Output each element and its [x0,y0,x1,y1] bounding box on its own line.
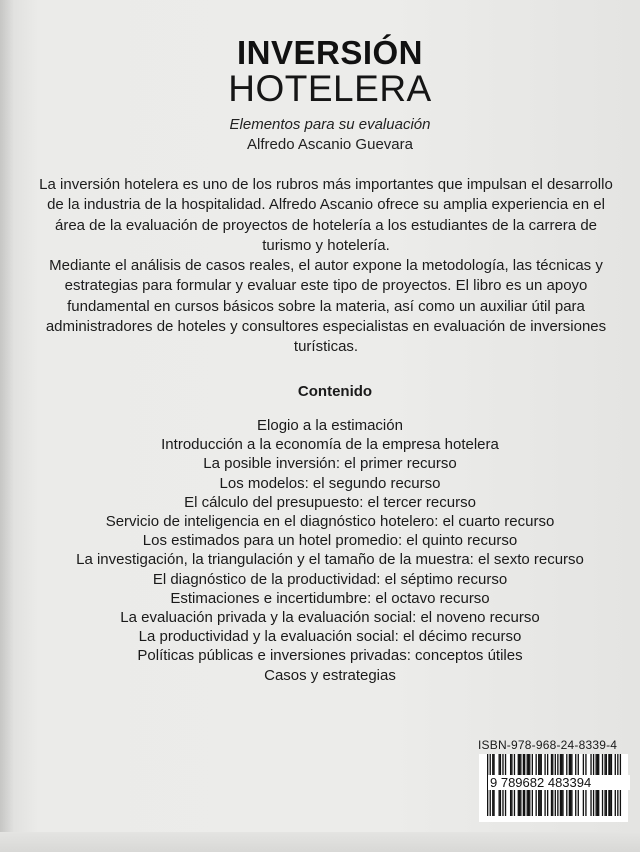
bottom-edge [0,832,640,852]
toc-item: El cálculo del presupuesto: el tercer recurso [184,493,476,511]
toc-item: La posible inversión: el primer recurso [203,455,457,473]
barcode-digits: 9 789682 483394 [488,775,630,790]
subtitle: Elementos para su evaluación [229,116,431,133]
toc-item: Estimaciones e incertidumbre: el octavo recurso [170,589,490,607]
table-of-contents [0,416,640,685]
toc-item: Los estimados para un hotel promedio: el quinto recurso [142,532,518,550]
toc-item: Casos y estrategias [264,666,396,684]
blurb-paragraph-1: La inversión hotelera es uno de los rubros más importantes que impulsan el desarrollo de la industria de la hospitalidad. Alfredo Ascanio ofrece su amplia experiencia en el área de la evaluación de proyectos de hotelería a los estudiantes de la carrera de turismo y hotelería. [39,176,613,254]
blurb [36,175,616,358]
isbn-label: ISBN-978-968-24-8339-4 [478,738,618,752]
title-line-1: INVERSIÓN [236,34,424,71]
toc-item: Elogio a la estimación [257,417,403,434]
title-line-2: HOTELERA [228,68,432,109]
toc-item: Políticas públicas e inversiones privadas: conceptos útiles [137,647,523,665]
blurb-paragraph-2: Mediante el análisis de casos reales, el autor expone la metodología, las técnicas y estrategias para formular y evaluar este tipo de proyectos. El libro es un apoyo fundamental en cursos básicos sobre la materia, así como un auxiliar útil para administradores de hoteles y consultores especialistas en evaluación de inversiones turísticas. [45,257,607,356]
author-name: Alfredo Ascanio Guevara [247,136,413,153]
toc-item: La evaluación privada y la evaluación social: el noveno recurso [120,609,540,627]
toc-item: Introducción a la economía de la empresa hotelera [161,436,499,454]
contents-heading: Contenido [297,383,373,400]
toc-item: Los modelos: el segundo recurso [219,474,441,492]
toc-item: El diagnóstico de la productividad: el séptimo recurso [152,570,508,588]
toc-item: La productividad y la evaluación social: el décimo recurso [138,628,522,646]
toc-item: Servicio de inteligencia en el diagnóstico hotelero: el cuarto recurso [105,513,555,531]
toc-item: La investigación, la triangulación y el tamaño de la muestra: el sexto recurso [76,551,584,569]
